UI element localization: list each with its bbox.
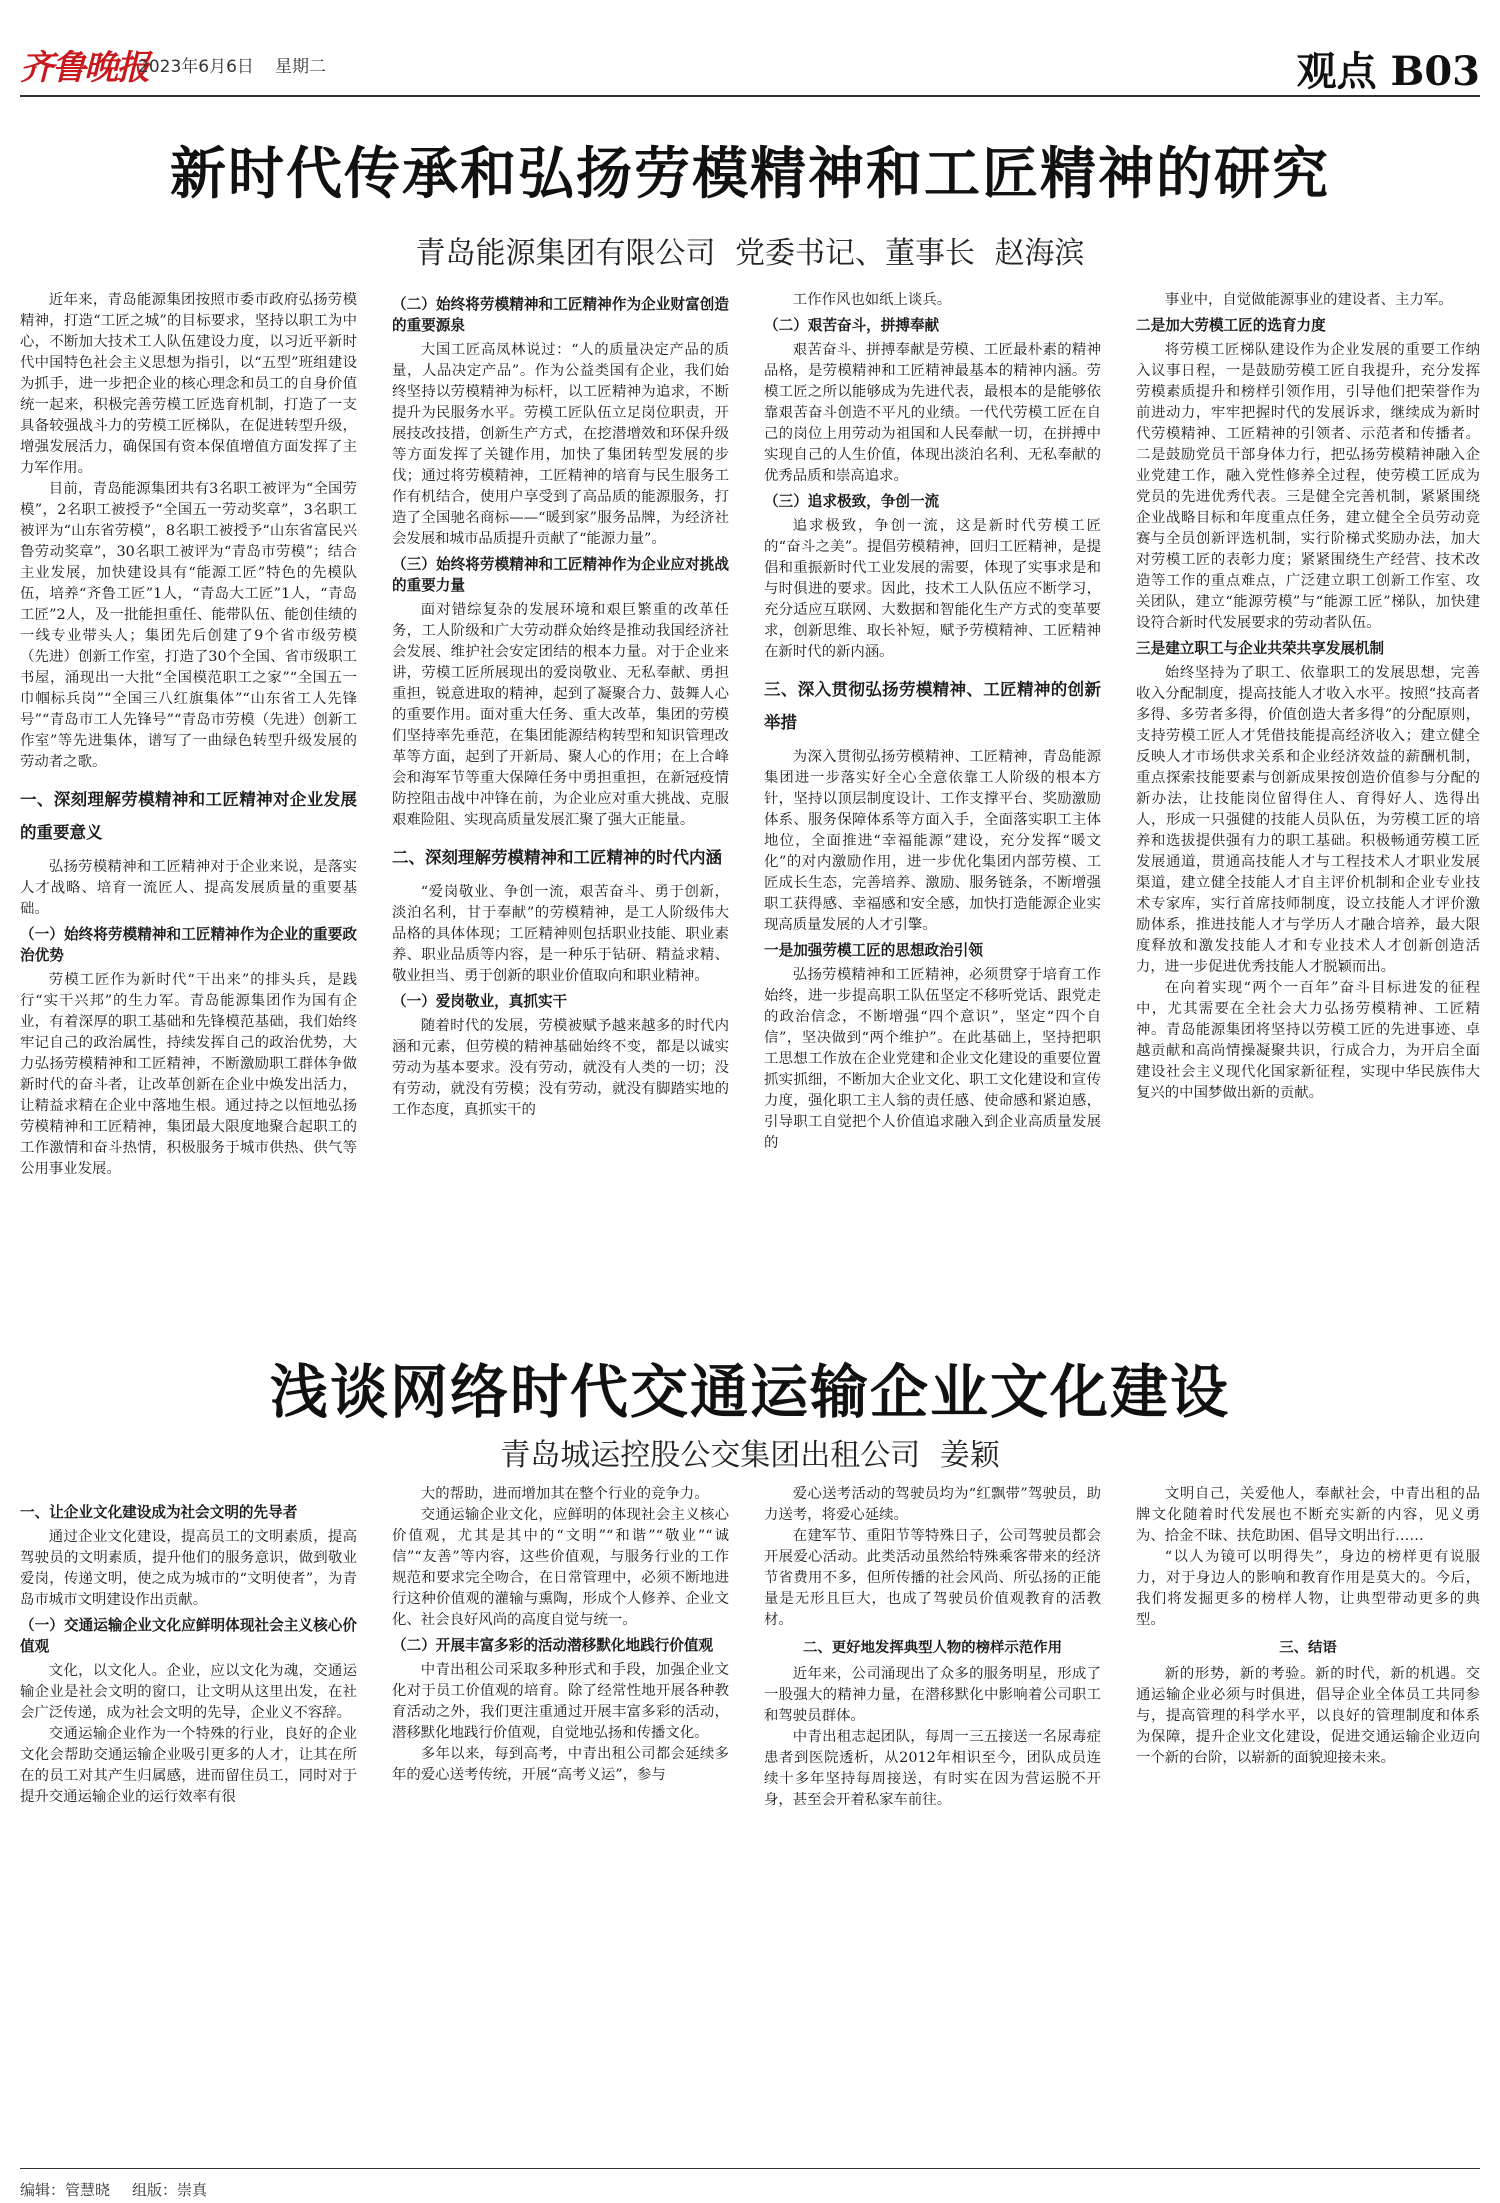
section-heading: 二、深刻理解劳模精神和工匠精神的时代内涵 [392, 848, 722, 867]
subsection-heading: （三）始终将劳模精神和工匠精神作为企业应对挑战的重要力量 [392, 556, 729, 594]
footer-rule [20, 2168, 1480, 2169]
article2-byline: 青岛城运控股公交集团出租公司 姜颖 [500, 1438, 1000, 1473]
subsection-heading: 二是加大劳模工匠的选育力度 [1136, 317, 1326, 334]
article2-column-1 [20, 1498, 357, 2158]
subsection-heading: （一）始终将劳模精神和工匠精神作为企业的重要政治优势 [20, 926, 357, 964]
subsection-heading: （二）始终将劳模精神和工匠精神作为企业财富创造的重要源泉 [392, 296, 729, 334]
paragraph: 为深入贯彻弘扬劳模精神、工匠精神，青岛能源集团进一步落实好全心全意依靠工人阶级的根本方针，坚持以顶层制度设计、工作支撑平台、奖励激励体系、服务保障体系等方面入手，全面落实职工主体地位，全面推进“幸福能源”建设，充分发挥“暖文化”的对内激励作用，进一步优化集团内部劳模、工匠成长生态，完善培养、激励、服务链条，不断增强职工获得感、幸福感和安全感，加快打造能源企业实现高质量发展的人才引擎。 [764, 749, 1101, 933]
article2-column-4 [1136, 1484, 1480, 2158]
paragraph: 中青出租志起团队，每周一三五接送一名尿毒症患者到医院透析，从2012年相识至今，团队成员连续十多年坚持每周接送，有时实在因为营运脱不开身，甚至会开着私家车前往。 [764, 1729, 1101, 1808]
page-footer [20, 2179, 207, 2200]
paragraph: 新的形势，新的考验。新的时代，新的机遇。交通运输企业必须与时俱进，倡导企业全体员工共同参与，提高管理的科学水平，以良好的管理制度和体系为保障，提升企业文化建设，促进交通运输企业迈向一个新的台阶，以崭新的面貌迎接未来。 [1136, 1666, 1480, 1766]
paragraph: 交通运输企业文化，应鲜明的体现社会主义核心价值观，尤其是其中的“文明”“和谐”“敬业”“诚信”“友善”等内容，这些价值观，与服务行业的工作规范和要求完全吻合，在日常管理中，必须不断地进行这种价值观的灌输与熏陶，形成个人修养、企业文化、社会良好风尚的高度自觉与统一。 [392, 1507, 729, 1628]
subsection-heading: （二）艰苦奋斗，拼搏奉献 [764, 317, 940, 334]
paragraph: 弘扬劳模精神和工匠精神对于企业来说，是落实人才战略、培育一流匠人、提高发展质量的重要基础。 [20, 859, 357, 917]
subsection-heading: （二）开展丰富多彩的活动潜移默化地践行价值观 [392, 1637, 714, 1654]
paragraph: 通过企业文化建设，提高员工的文明素质，提高驾驶员的文明素质，提升他们的服务意识，做到敬业爱岗，传递文明，使之成为城市的“文明使者”，为青岛市城市文明建设作出贡献。 [20, 1529, 357, 1608]
newspaper-logo: 齐鲁晚报 [20, 48, 148, 88]
paragraph: 近年来，公司涌现出了众多的服务明星，形成了一股强大的精神力量，在潜移默化中影响着公司职工和驾驶员群体。 [764, 1666, 1101, 1724]
article2-headline: 浅谈网络时代交通运输企业文化建设 [269, 1358, 1230, 1426]
paragraph: 弘扬劳模精神和工匠精神，必须贯穿于培育工作始终，进一步提高职工队伍坚定不移听党话、跟党走的政治信念，不断增强“四个意识”，坚定“四个自信”，坚决做到“两个维护”。在此基础上，坚持把职工思想工作放在企业党建和企业文化建设的重要位置抓实抓细，不断加大企业文化、职工文化建设和宣传力度，强化职工主人翁的责任感、使命感和紧迫感，引导职工自觉把个人价值追求融入到企业高质量发展的 [764, 967, 1101, 1151]
paragraph: 近年来，青岛能源集团按照市委市政府弘扬劳模精神，打造“工匠之城”的目标要求，坚持以职工为中心，不断加大技术工人队伍建设力度，以习近平新时代中国特色社会主义思想为指引，以“五型”班组建设为抓手，进一步把企业的核心理念和员工的自身价值统一起来，积极完善劳模工匠选育机制，打造了一支具备较强战斗力的劳模工匠梯队，在促进转型升级，增强发展活力，确保国有资本保值增值方面发挥了主力军作用。 [20, 292, 357, 476]
subsection-heading: （一）交通运输企业文化应鲜明体现社会主义核心价值观 [20, 1617, 357, 1655]
paragraph: “以人为镜可以明得失”，身边的榜样更有说服力，对于身边人的影响和教育作用是莫大的。今后，我们将发掘更多的榜样人物，让典型带动更多的典型。 [1136, 1549, 1480, 1628]
paragraph: 中青出租公司采取多种形式和手段，加强企业文化对于员工价值观的培育。除了经常性地开展各种教育活动之外，我们更注重通过开展丰富多彩的活动，潜移默化地践行价值观，自觉地弘扬和传播文化。 [392, 1662, 729, 1741]
paragraph: 交通运输企业作为一个特殊的行业，良好的企业文化会帮助交通运输企业吸引更多的人才，让其在所在的员工对其产生归属感，进而留住员工，同时对于提升交通运输企业的运行效率有很 [20, 1726, 357, 1805]
article1-column-4 [1136, 290, 1480, 1275]
section-heading: 一、让企业文化建设成为社会文明的先导者 [20, 1504, 298, 1521]
article2-column-3 [764, 1484, 1101, 2158]
paragraph: 将劳模工匠梯队建设作为企业发展的重要工作纳入议事日程，一是鼓励劳模工匠自我提升，充分发挥劳模素质提升和榜样引领作用，引导他们把荣誉作为前进动力，牢牢把握时代的发展诉求，继续成为新时代劳模精神、工匠精神的引领者、示范者和传播者。二是鼓励党员干部身体力行，把弘扬劳模精神融入企业党建工作，融入党性修养全过程，使劳模工匠成为党员的先进优秀代表。三是健全完善机制，紧紧围绕企业战略目标和年度重点任务，建立健全全员劳动竞赛与全员创新评选机制，实行阶梯式奖励办法，加大对劳模工匠的表彰力度；紧紧围绕生产经营、技术改造等工作的重点难点，广泛建立职工创新工作室、攻关团队，建立“能源劳模”与“能源工匠”梯队，加快建设符合新时代发展要求的劳动者队伍。 [1136, 342, 1480, 631]
section-heading: 二、更好地发挥典型人物的榜样示范作用 [802, 1639, 1063, 1656]
article1-column-2 [392, 290, 729, 1275]
section-heading: 三、结语 [1279, 1639, 1337, 1656]
subsection-heading: （一）爱岗敬业，真抓实干 [392, 993, 568, 1010]
paragraph: 始终坚持为了职工、依靠职工的发展思想，完善收入分配制度，提高技能人才收入水平。按照“技高者多得、多劳者多得，价值创造大者多得”的分配原则，支持劳模工匠人才凭借技能提高经济收入；建立健全反映人才市场供求关系和企业经济效益的薪酬机制，重点探索技能要素与创新成果按创造价值参与分配的新办法，让技能岗位留得住人、育得好人、选得出人，形成一只强健的技能人员队伍，为劳模工匠的培养和选拔提供强有力的职工基础。积极畅通劳模工匠发展通道，贯通高技能人才与工程技术人才职业发展渠道，建立健全技能人才自主评价机制和企业专业技术专家库，实行首席技师制度，设立技能人才评价激励体系，推进技能人才与学历人才融合培养，最大限度释放和激发技能人才和专业技术人才创新创造活力，进一步促进优秀技能人才脱颖而出。 [1136, 665, 1480, 975]
issue-date: 2023年6月6日 [138, 57, 254, 77]
paragraph: 爱心送考活动的驾驶员均为“红飘带”驾驶员，助力送考，将爱心延续。 [764, 1486, 1101, 1523]
section-heading: 一、深刻理解劳模精神和工匠精神对企业发展的重要意义 [20, 790, 357, 842]
masthead [20, 40, 1480, 95]
paragraph: 目前，青岛能源集团共有3名职工被评为“全国劳模”，2名职工被授予“全国五一劳动奖章”，3名职工被评为“山东省劳模”，8名职工被授予“山东省富民兴鲁劳动奖章”，30名职工被评为“青岛市劳模”；结合主业发展，加快建设具有“能源工匠”特色的先模队伍，培养“齐鲁工匠”1人，“青岛大工匠”1人，“青岛工匠”2人，及一批能担重任、能带队伍、能创佳绩的一线专业带头人；集团先后创建了9个省市级劳模（先进）创新工作室，打造了30个全国、省市级职工书屋，涌现出一大批“全国模范职工之家”“全国五一巾帼标兵岗”“全国三八红旗集体”“山东省工人先锋号”“青岛市工人先锋号”“青岛市劳模（先进）创新工作室”等先进集体，谱写了一曲绿色转型升级发展的劳动者之歌。 [20, 481, 357, 770]
paragraph: 文明自己，关爱他人，奉献社会，中青出租的品牌文化随着时代发展也不断充实新的内容，见义勇为、拾金不昧、扶危助困、倡导文明出行…… [1136, 1486, 1480, 1544]
article1-column-1 [20, 290, 357, 1275]
paragraph: 文化，以文化人。企业，应以文化为魂，交通运输企业是社会文明的窗口，让文明从这里出发，在社会广泛传递，成为社会文明的先导，企业义不容辞。 [20, 1663, 357, 1721]
paragraph: 大的帮助，进而增加其在整个行业的竞争力。 [420, 1486, 709, 1502]
paragraph: 在向着实现“两个一百年”奋斗目标进发的征程中，尤其需要在全社会大力弘扬劳模精神、工匠精神。青岛能源集团将坚持以劳模工匠的先进事迹、卓越贡献和高尚情操凝聚共识，行成合力，为开启全面建设社会主义现代化国家新征程，实现中华民族伟大复兴的中国梦做出新的贡献。 [1136, 980, 1480, 1101]
paragraph: 面对错综复杂的发展环境和艰巨繁重的改革任务，工人阶级和广大劳动群众始终是推动我国经济社会发展、维护社会安定团结的根本力量。对于企业来讲，劳模工匠所展现出的爱岗敬业、无私奉献、勇担重担，锐意进取的精神，起到了凝聚合力、鼓舞人心的重要作用。面对重大任务、重大改革，集团的劳模们坚持率先垂范，在集团能源结构转型和知识管理改革等方面，起到了开新局、聚人心的作用；在上合峰会和海军节等重大保障任务中勇担重担，在新冠疫情防控阻击战中冲锋在前，为企业应对重大挑战、克服艰难险阻、实现高质量发展汇聚了强大正能量。 [392, 602, 729, 828]
paragraph: 劳模工匠作为新时代“干出来”的排头兵，是践行“实干兴邦”的生力军。青岛能源集团作为国有企业，有着深厚的职工基础和先锋模范基础，我们始终牢记自己的政治属性，持续发挥自己的政治优势，大力弘扬劳模精神和工匠精神，不断激励职工群体争做新时代的奋斗者，让改革创新在企业中焕发出活力，让精益求精在企业中落地生根。通过持之以恒地弘扬劳模精神和工匠精神，集团最大限度地聚合起职工的工作激情和奋斗热情，积极服务于城市供热、供气等公用事业发展。 [20, 972, 357, 1177]
paragraph: 大国工匠高凤林说过：“人的质量决定产品的质量，人品决定产品”。作为公益类国有企业，我们始终坚持以劳模精神为标杆，以工匠精神为追求，不断提升为民服务水平。劳模工匠队伍立足岗位职责，开展技改技措，创新生产方式，在挖潜增效和环保升级等方面发挥了关键作用，加快了集团转型发展的步伐；通过将劳模精神，工匠精神的培育与民生服务工作有机结合，使用户享受到了高品质的能源服务，打造了全国驰名商标——“暖到家”服务品牌，为经济社会发展和城市品质提升贡献了“能源力量”。 [392, 342, 729, 547]
article1-headline: 新时代传承和弘扬劳模精神和工匠精神的研究 [170, 141, 1330, 207]
paragraph: 追求极致，争创一流，这是新时代劳模工匠的“奋斗之美”。提倡劳模精神，回归工匠精神，是提倡和重振新时代工业发展的需要，体现了实事求是和与时俱进的要求。因此，技术工人队伍应不断学习，充分适应互联网、大数据和智能化生产方式的变革要求，创新思维、取长补短，赋予劳模精神、工匠精神在新时代的新内涵。 [764, 518, 1101, 660]
issue-weekday: 星期二 [275, 57, 326, 77]
masthead-rule [20, 95, 1480, 97]
paragraph: 在建军节、重阳节等特殊日子，公司驾驶员都会开展爱心活动。此类活动虽然给特殊乘客带来的经济节省费用不多，但所传播的社会风尚、所弘扬的正能量是无形且巨大，也成了驾驶员价值观教育的活教材。 [764, 1528, 1101, 1628]
paragraph: 多年以来，每到高考，中青出租公司都会延续多年的爱心送考传统，开展“高考义运”，参与 [392, 1746, 729, 1783]
article2-column-2 [392, 1484, 729, 2158]
paragraph: 事业中，自觉做能源事业的建设者、主力军。 [1164, 292, 1453, 308]
section-heading: 三、深入贯彻弘扬劳模精神、工匠精神的创新举措 [764, 680, 1101, 732]
article1-byline: 青岛能源集团有限公司 党委书记、董事长 赵海滨 [415, 236, 1085, 271]
paragraph: 随着时代的发展，劳模被赋予越来越多的时代内涵和元素，但劳模的精神基础始终不变，都是以诚实劳动为基本要求。没有劳动，就没有人类的一切；没有劳动，就没有劳模；没有劳动，就没有脚踏实地的工作态度，真抓实干的 [392, 1018, 729, 1118]
paragraph: 工作作风也如纸上谈兵。 [792, 292, 952, 308]
layout-credit: 组版：崇真 [132, 2181, 208, 2199]
subsection-heading: （三）追求极致，争创一流 [764, 493, 940, 510]
subsection-heading: 一是加强劳模工匠的思想政治引领 [764, 942, 983, 959]
paragraph: “爱岗敬业、争创一流，艰苦奋斗、勇于创新，淡泊名利，甘于奉献”的劳模精神，是工人阶级伟大品格的具体体现；工匠精神则包括职业技能、职业素养、职业品质等内容，是一种乐于钻研、精益求精、敬业担当、勇于创新的职业价值取向和职业精神。 [392, 884, 729, 984]
editor-credit: 编辑：管慧晓 [20, 2181, 111, 2199]
paragraph: 艰苦奋斗、拼搏奉献是劳模、工匠最朴素的精神品格，是劳模精神和工匠精神最基本的精神内涵。劳模工匠之所以能够成为先进代表，最根本的是能够依靠艰苦奋斗创造不平凡的业绩。一代代劳模工匠在自己的岗位上用劳动为祖国和人民奉献一切，在拼搏中实现自己的人生价值，体现出淡泊名利、无私奉献的优秀品质和崇高追求。 [764, 342, 1101, 484]
subsection-heading: 三是建立职工与企业共荣共享发展机制 [1136, 640, 1385, 657]
article1-column-3 [764, 290, 1101, 1275]
section-page-label: 观点 B03 [1296, 48, 1480, 95]
